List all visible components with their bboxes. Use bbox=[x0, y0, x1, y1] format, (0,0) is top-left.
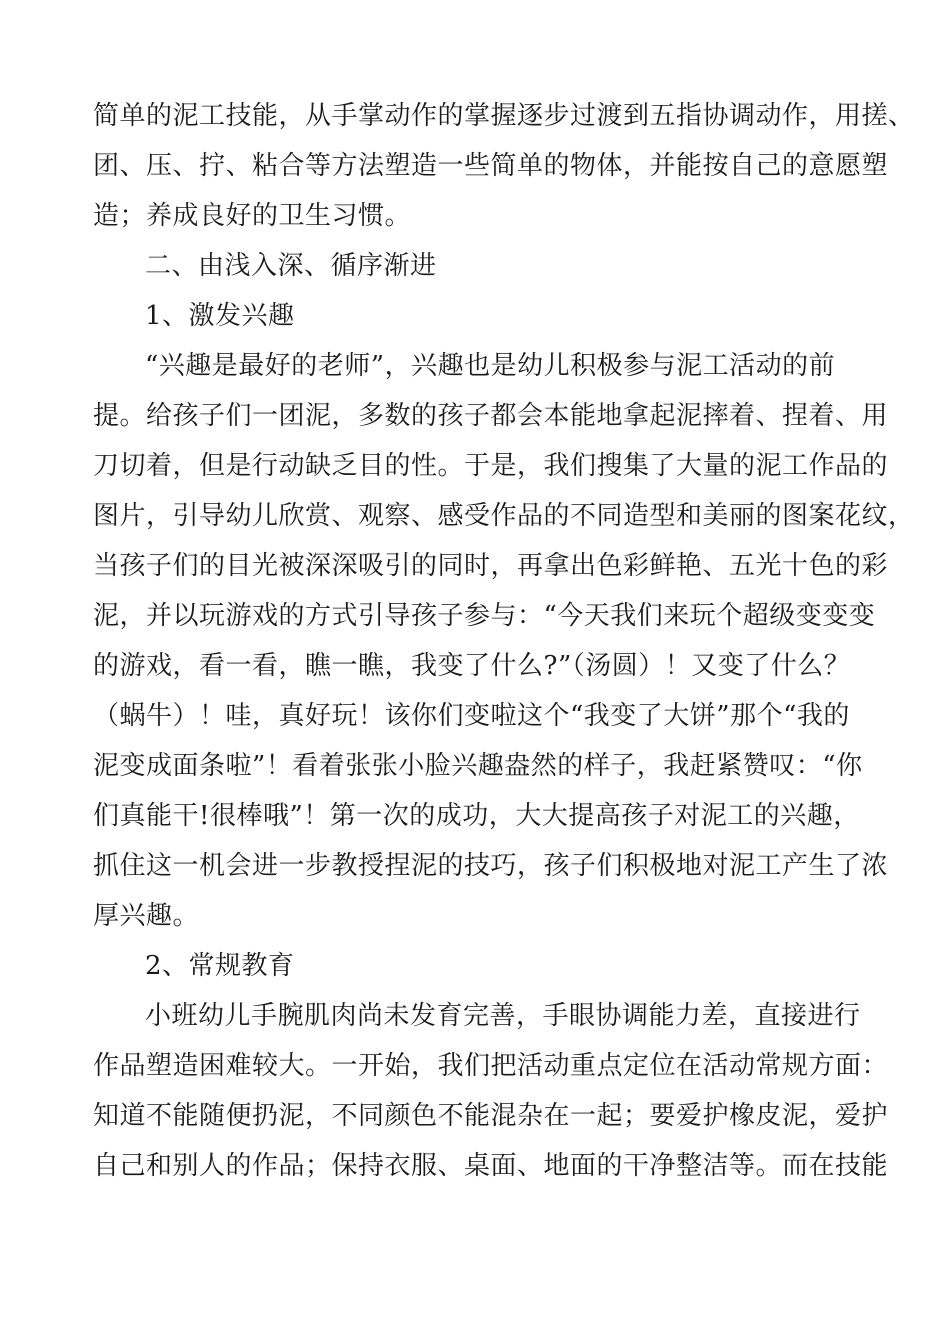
text-line: 图片，引导幼儿欣赏、观察、感受作品的不同造型和美丽的图案花纹， bbox=[93, 501, 915, 531]
text-line: “兴趣是最好的老师”，兴趣也是幼儿积极参与泥工活动的前 bbox=[145, 351, 836, 381]
text-line: 自己和别人的作品；保持衣服、桌面、地面的干净整洁等。而在技能 bbox=[93, 1151, 889, 1181]
text-line: 泥，并以玩游戏的方式引导孩子参与：“今天我们来玩个超级变变变 bbox=[93, 601, 876, 631]
text-line: 泥变成面条啦”！看着张张小脸兴趣盎然的样子，我赶紧赞叹：“你 bbox=[93, 751, 863, 781]
text-line: 们真能干!很棒哦”！第一次的成功，大大提高孩子对泥工的兴趣， bbox=[93, 801, 860, 831]
text-line: 厚兴趣。 bbox=[93, 901, 200, 931]
section-heading: 二、由浅入深、循序渐进 bbox=[145, 251, 437, 281]
text-line: （蜗牛）！哇，真好玩！该你们变啦这个“我变了大饼”那个“我的 bbox=[93, 701, 850, 731]
text-line: 抓住这一机会进一步教授捏泥的技巧，孩子们积极地对泥工产生了浓 bbox=[93, 851, 889, 881]
text-line: 刀切着，但是行动缺乏目的性。于是，我们搜集了大量的泥工作品的 bbox=[93, 451, 889, 481]
subsection-heading: 2、常规教育 bbox=[145, 951, 295, 981]
text-line: 简单的泥工技能，从手掌动作的掌握逐步过渡到五指协调动作，用搓、 bbox=[93, 101, 915, 131]
subsection-heading: 1、激发兴趣 bbox=[145, 301, 295, 331]
text-line: 作品塑造困难较大。一开始，我们把活动重点定位在活动常规方面： bbox=[93, 1051, 889, 1081]
text-line: 团、压、拧、粘合等方法塑造一些简单的物体，并能按自己的意愿塑 bbox=[93, 151, 889, 181]
text-line: 造；养成良好的卫生习惯。 bbox=[93, 201, 412, 231]
text-line: 提。给孩子们一团泥，多数的孩子都会本能地拿起泥摔着、捏着、用 bbox=[93, 401, 889, 431]
text-line: 当孩子们的目光被深深吸引的同时，再拿出色彩鲜艳、五光十色的彩 bbox=[93, 551, 889, 581]
text-line: 的游戏，看一看，瞧一瞧，我变了什么?”（汤圆）！又变了什么？ bbox=[93, 651, 851, 681]
text-line: 知道不能随便扔泥，不同颜色不能混杂在一起；要爱护橡皮泥，爱护 bbox=[93, 1101, 889, 1131]
text-line: 小班幼儿手腕肌肉尚未发育完善，手眼协调能力差，直接进行 bbox=[145, 1001, 861, 1031]
